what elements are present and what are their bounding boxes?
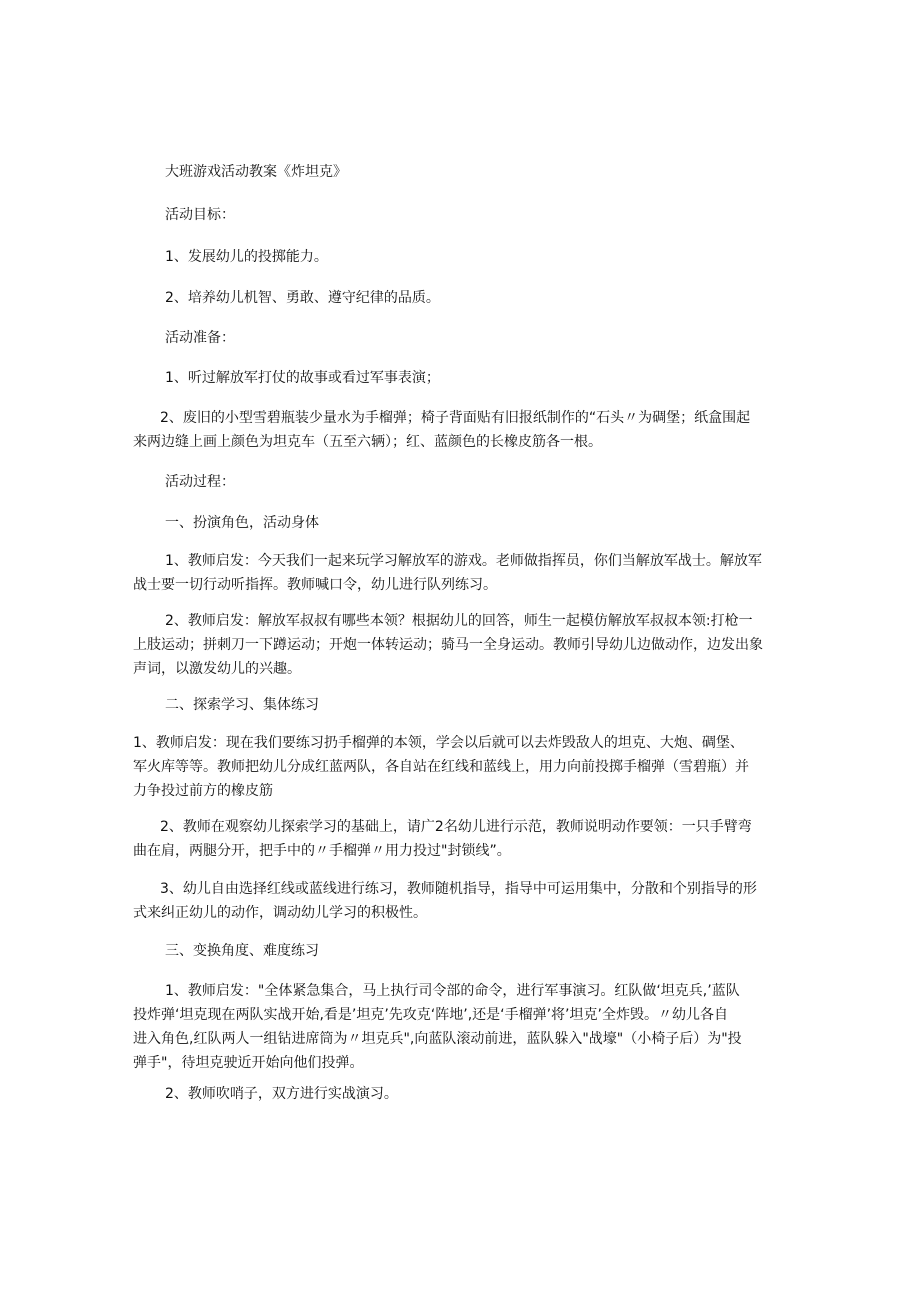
process-item (133, 815, 752, 863)
section-heading: 二、探索学习、集体练习 (165, 697, 319, 713)
process-item (133, 877, 757, 925)
text-line: 曲在肩，两腿分开，把手中的〃手榴弹〃用力投过"封锁线”。 (133, 843, 511, 859)
section-heading: 一、扮演角色，活动身体 (165, 515, 319, 531)
text-line: 声词，以激发幼儿的兴趣。 (133, 661, 301, 677)
text-line: 来两边缝上画上颜色为坦克车（五至六辆）；红、蓝颜色的长橡皮筋各一根。 (133, 434, 602, 450)
goals-heading: 活动目标： (165, 207, 235, 223)
text-line: 战士要一切行动听指挥。教师喊口令，幼儿进行队列练习。 (133, 577, 497, 593)
process-item (133, 731, 749, 803)
text-line: 进入角色,红队两人一组钻进席筒为〃坦克兵",向蓝队滚动前进，蓝队躲入"战壕"（小椅子后）为"投 (133, 1031, 742, 1047)
text-line: 军火库等等。教师把幼儿分成红蓝两队，各自站在红线和蓝线上，用力向前投掷手榴弹（雪碧瓶）并 (133, 759, 749, 775)
prep-item (133, 406, 751, 454)
prep-heading: 活动准备： (165, 330, 235, 346)
text-line: 2、教师在观察幼儿探索学习的基础上，请广2名幼儿进行示范，教师说明动作要领：一只手臂弯 (160, 819, 752, 835)
process-item (133, 979, 742, 1075)
text-line: 弹手"，待坦克驶近开始向他们投弹。 (133, 1055, 364, 1071)
document-title: 大班游戏活动教案《炸坦克》 (165, 164, 347, 180)
text-line: 2、教师启发：解放军叔叔有哪些本领？根据幼儿的回答，师生一起模仿解放军叔叔本领:打枪一 (165, 613, 753, 629)
section-heading: 三、变换角度、难度练习 (165, 943, 319, 959)
process-heading: 活动过程： (165, 474, 235, 490)
text-line: 1、教师启发："全体紧急集合，马上执行司令部的命令，进行军事演习。红队做‘坦克兵,’蓝队 (165, 983, 740, 999)
text-line: 1、教师启发：现在我们要练习扔手榴弹的本领，学会以后就可以去炸毁敌人的坦克、大炮、碉堡、 (133, 735, 744, 751)
goal-item: 1、发展幼儿的投掷能力。 (165, 249, 328, 265)
text-line: 1、教师启发：今天我们一起来玩学习解放军的游戏。老师做指挥员，你们当解放军战士。解放军 (165, 553, 762, 569)
text-line: 3、幼儿自由选择红线或蓝线进行练习，教师随机指导，指导中可运用集中，分散和个别指导的形 (160, 881, 757, 897)
text-line: 上肢运动；拼刺刀一下蹲运动；开炮一体转运动；骑马一全身运动。教师引导幼儿边做动作，边发出象 (133, 637, 763, 653)
prep-item: 1、听过解放军打仗的故事或看过军事表演； (165, 370, 440, 386)
process-item (133, 549, 762, 597)
goal-item: 2、培养幼儿机智、勇敢、遵守纪律的品质。 (165, 290, 440, 306)
text-line: 力争投过前方的橡皮筋 (133, 783, 273, 799)
text-line: 投炸弹‘坦克现在两队实战开始,看是’坦克’先攻克‘阵地’,还是‘手榴弹’将’坦克’全炸毁。〃幼儿各自 (133, 1007, 728, 1023)
process-item: 2、教师吹哨子，双方进行实战演习。 (165, 1086, 398, 1102)
text-line: 式来纠正幼儿的动作，调动幼儿学习的积极性。 (133, 905, 427, 921)
text-line: 2、废旧的小型雪碧瓶装少量水为手榴弹；椅子背面贴有旧报纸制作的“石头〃为碉堡；纸盒围起 (160, 410, 751, 426)
process-item (133, 609, 763, 681)
